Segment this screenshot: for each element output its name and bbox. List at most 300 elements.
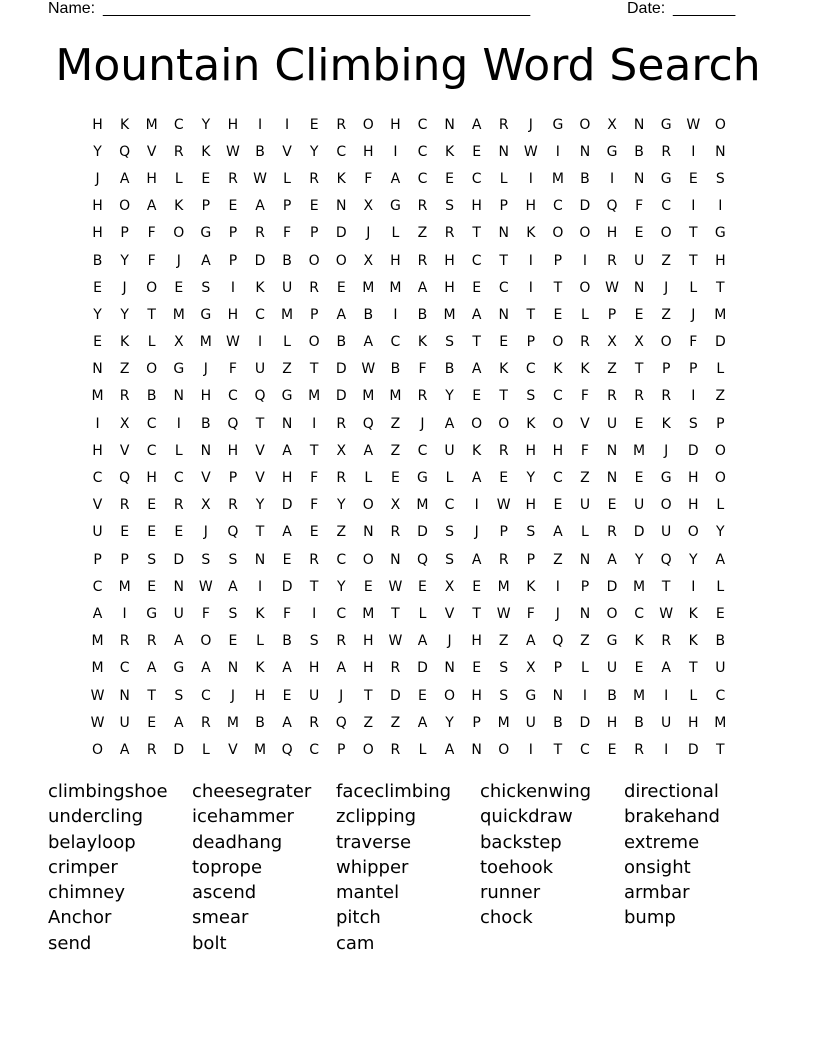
grid-letter: F — [526, 605, 535, 622]
grid-letter: O — [660, 334, 672, 351]
grid-letter: R — [119, 497, 130, 514]
grid-letter: R — [146, 633, 157, 650]
grid-letter: P — [716, 415, 725, 432]
grid-letter: C — [200, 687, 211, 704]
grid-letter: C — [146, 442, 157, 459]
grid-letter: U — [525, 714, 536, 731]
grid-row — [84, 600, 734, 627]
grid-letter: R — [200, 714, 211, 731]
grid-letter: D — [417, 524, 428, 541]
grid-letter: I — [285, 116, 290, 133]
grid-letter: U — [661, 524, 672, 541]
grid-letter: A — [201, 660, 211, 677]
grid-letter: B — [363, 306, 374, 323]
grid-letter: S — [309, 633, 319, 650]
grid-letter: E — [472, 279, 482, 296]
word-list-item: zclipping — [336, 806, 417, 828]
grid-letter: D — [173, 551, 185, 568]
grid-letter: M — [199, 334, 212, 351]
grid-letter: O — [362, 741, 374, 758]
grid-letter: G — [660, 170, 672, 187]
word-list-item: faceclimbing — [336, 781, 452, 802]
grid-letter: D — [281, 497, 293, 514]
grid-letter: O — [579, 116, 591, 133]
grid-letter: G — [606, 633, 618, 650]
grid-letter: U — [633, 252, 645, 269]
grid-letter: K — [472, 442, 482, 459]
grid-letter: E — [553, 306, 563, 323]
grid-letter: G — [714, 225, 726, 242]
grid-letter: A — [715, 551, 726, 568]
grid-letter: T — [391, 605, 400, 622]
grid-letter: S — [499, 660, 509, 677]
grid-letter: P — [93, 551, 102, 568]
grid-letter: A — [201, 252, 211, 269]
grid-letter: O — [119, 198, 131, 215]
grid-letter: O — [362, 497, 374, 514]
grid-letter: J — [420, 415, 425, 432]
grid-letter: S — [526, 524, 536, 541]
grid-letter: M — [172, 306, 185, 323]
grid-letter: H — [390, 252, 401, 269]
letter-grid — [84, 111, 734, 764]
grid-letter: H — [444, 279, 455, 296]
grid-letter: B — [255, 714, 265, 731]
grid-letter: X — [336, 442, 347, 459]
grid-letter: H — [363, 633, 374, 650]
grid-letter: Y — [93, 306, 102, 323]
grid-letter: H — [227, 116, 239, 133]
grid-letter: V — [580, 415, 590, 432]
word-list-item: brakehand — [624, 806, 720, 828]
word-list — [48, 779, 768, 956]
grid-letter: B — [634, 714, 644, 731]
grid-letter: D — [254, 252, 266, 269]
grid-letter: N — [119, 687, 130, 704]
grid-letter: E — [634, 306, 644, 323]
grid-letter: E — [418, 578, 427, 595]
grid-letter: R — [498, 116, 509, 133]
grid-letter: A — [336, 306, 347, 323]
grid-letter: D — [606, 578, 618, 595]
grid-letter: X — [363, 198, 374, 215]
grid-letter: X — [201, 497, 211, 514]
grid-letter: D — [281, 578, 293, 595]
grid-letter: W — [198, 578, 213, 595]
grid-letter: R — [580, 334, 590, 351]
grid-letter: K — [580, 361, 590, 378]
grid-letter: Z — [580, 633, 590, 650]
grid-row — [84, 356, 734, 383]
grid-letter: W — [659, 605, 674, 622]
grid-letter: P — [228, 470, 238, 487]
grid-letter: F — [418, 361, 427, 378]
grid-letter: P — [553, 660, 563, 677]
grid-letter: R — [661, 633, 672, 650]
grid-letter: F — [689, 334, 698, 351]
grid-letter: Q — [416, 551, 428, 568]
grid-letter: D — [417, 660, 428, 677]
grid-letter: W — [388, 578, 403, 595]
grid-letter: Y — [336, 578, 346, 595]
grid-letter: Y — [526, 470, 536, 487]
grid-letter: A — [526, 633, 536, 650]
grid-row — [84, 736, 734, 763]
grid-letter: M — [633, 578, 646, 595]
grid-letter: P — [309, 225, 319, 242]
grid-letter: D — [687, 442, 699, 459]
grid-letter: E — [282, 551, 292, 568]
grid-letter: B — [444, 361, 455, 378]
grid-letter: C — [498, 279, 509, 296]
grid-letter: H — [444, 252, 455, 269]
grid-letter: C — [661, 198, 672, 215]
grid-letter: T — [553, 279, 563, 296]
grid-letter: E — [228, 633, 238, 650]
grid-letter: W — [90, 687, 105, 704]
grid-letter: K — [661, 415, 671, 432]
grid-row — [84, 628, 734, 655]
grid-letter: H — [715, 252, 726, 269]
grid-row — [84, 220, 734, 247]
grid-letter: M — [497, 578, 510, 595]
grid-letter: G — [417, 470, 428, 487]
grid-letter: J — [691, 306, 696, 323]
grid-letter: A — [417, 714, 428, 731]
grid-letter: O — [471, 415, 483, 432]
grid-letter: A — [228, 578, 238, 595]
grid-letter: C — [173, 116, 184, 133]
grid-letter: I — [528, 741, 533, 758]
grid-letter: E — [93, 334, 102, 351]
grid-letter: A — [444, 415, 455, 432]
grid-letter: E — [688, 170, 698, 187]
grid-letter: A — [363, 334, 374, 351]
grid-letter: K — [120, 334, 130, 351]
grid-letter: E — [499, 470, 509, 487]
grid-letter: A — [363, 442, 374, 459]
grid-letter: L — [689, 279, 698, 296]
name-blank-line[interactable]: ________________________________________________ — [103, 0, 531, 17]
grid-letter: K — [688, 633, 698, 650]
grid-letter: L — [689, 687, 698, 704]
grid-letter: D — [579, 198, 591, 215]
grid-letter: Q — [660, 551, 672, 568]
grid-letter: C — [255, 306, 265, 323]
grid-letter: R — [309, 551, 320, 568]
grid-letter: A — [417, 633, 428, 650]
grid-letter: H — [363, 143, 374, 160]
grid-letter: H — [92, 442, 103, 459]
grid-letter: H — [227, 442, 239, 459]
grid-letter: C — [228, 388, 238, 405]
grid-letter: R — [634, 388, 644, 405]
grid-letter: K — [688, 605, 698, 622]
grid-letter: L — [716, 497, 725, 514]
grid-letter: W — [388, 633, 403, 650]
grid-letter: C — [146, 415, 157, 432]
grid-letter: C — [173, 470, 184, 487]
grid-letter: G — [660, 470, 672, 487]
grid-letter: C — [552, 198, 563, 215]
grid-letter: B — [715, 633, 726, 650]
grid-letter: G — [660, 116, 672, 133]
grid-letter: R — [390, 660, 401, 677]
grid-letter: Z — [390, 415, 401, 432]
grid-letter: V — [92, 497, 103, 514]
grid-letter: T — [472, 605, 481, 622]
grid-row — [84, 247, 734, 274]
grid-letter: T — [309, 361, 319, 378]
grid-letter: L — [147, 334, 156, 351]
grid-letter: J — [230, 687, 235, 704]
grid-letter: I — [122, 605, 127, 622]
grid-letter: I — [528, 279, 533, 296]
grid-letter: I — [312, 415, 317, 432]
grid-letter: I — [582, 252, 588, 269]
grid-letter: Z — [390, 442, 401, 459]
grid-letter: R — [498, 551, 509, 568]
grid-letter: I — [664, 687, 669, 704]
word-list-item: mantel — [336, 882, 400, 904]
grid-letter: I — [95, 415, 100, 432]
grid-letter: A — [336, 660, 347, 677]
grid-letter: U — [444, 442, 455, 459]
grid-letter: A — [471, 361, 482, 378]
grid-letter: A — [173, 633, 184, 650]
grid-letter: F — [147, 252, 156, 269]
grid-letter: U — [119, 714, 130, 731]
grid-letter: R — [173, 143, 184, 160]
grid-letter: C — [444, 497, 455, 514]
grid-letter: T — [661, 578, 671, 595]
grid-letter: T — [499, 388, 508, 405]
word-list-item: chickenwing — [480, 781, 592, 802]
grid-row — [84, 165, 734, 192]
grid-letter: N — [200, 442, 212, 459]
grid-letter: W — [90, 714, 105, 731]
grid-letter: X — [363, 252, 374, 269]
grid-row — [84, 410, 734, 437]
grid-letter: Y — [255, 497, 265, 514]
date-blank-line[interactable]: _______ — [673, 0, 736, 17]
grid-letter: S — [228, 605, 238, 622]
grid-letter: R — [255, 225, 265, 242]
grid-letter: B — [255, 143, 265, 160]
grid-letter: T — [364, 687, 373, 704]
grid-row — [84, 682, 734, 709]
grid-letter: S — [445, 551, 454, 568]
grid-letter: P — [553, 252, 563, 269]
word-list-item: Anchor — [48, 907, 112, 929]
grid-letter: B — [282, 633, 292, 650]
grid-letter: H — [606, 714, 618, 731]
grid-letter: B — [390, 361, 401, 378]
grid-letter: U — [633, 497, 645, 514]
grid-letter: P — [228, 252, 238, 269]
word-list-item: ascend — [192, 882, 257, 904]
grid-letter: R — [444, 225, 455, 242]
grid-letter: P — [472, 714, 481, 731]
grid-row — [84, 437, 734, 464]
grid-letter: M — [389, 388, 402, 405]
grid-letter: O — [579, 225, 591, 242]
grid-letter: M — [362, 388, 375, 405]
grid-letter: E — [147, 497, 157, 514]
grid-letter: N — [606, 442, 618, 459]
grid-row — [84, 383, 734, 410]
grid-letter: I — [312, 605, 317, 622]
grid-letter: C — [552, 470, 563, 487]
grid-letter: J — [474, 524, 479, 541]
grid-letter: E — [445, 170, 454, 187]
grid-letter: A — [282, 524, 292, 541]
grid-letter: C — [92, 470, 103, 487]
grid-letter: A — [661, 660, 671, 677]
grid-letter: Q — [281, 741, 293, 758]
grid-letter: J — [664, 279, 669, 296]
grid-letter: H — [254, 687, 266, 704]
grid-letter: J — [366, 225, 371, 242]
page-title: Mountain Climbing Word Search — [55, 40, 761, 91]
grid-row — [84, 193, 734, 220]
grid-letter: H — [606, 225, 618, 242]
word-list-item: armbar — [624, 882, 690, 904]
grid-letter: H — [687, 497, 699, 514]
grid-letter: U — [309, 687, 320, 704]
grid-letter: N — [92, 361, 103, 378]
grid-letter: M — [443, 306, 456, 323]
grid-letter: Q — [552, 633, 564, 650]
grid-letter: T — [147, 687, 156, 704]
grid-letter: E — [336, 279, 346, 296]
grid-letter: C — [390, 334, 401, 351]
grid-letter: I — [691, 578, 696, 595]
grid-letter: W — [226, 143, 240, 160]
grid-letter: N — [173, 388, 185, 405]
grid-row — [84, 655, 734, 682]
grid-letter: E — [93, 279, 102, 296]
grid-letter: J — [664, 442, 669, 459]
word-list-item: toehook — [480, 856, 554, 878]
grid-letter: O — [308, 334, 320, 351]
grid-letter: I — [691, 143, 696, 160]
grid-letter: H — [227, 306, 239, 323]
grid-letter: L — [716, 361, 725, 378]
word-list-item: smear — [192, 907, 249, 929]
grid-letter: I — [230, 279, 235, 296]
grid-letter: J — [176, 252, 181, 269]
grid-letter: U — [606, 415, 618, 432]
grid-letter: O — [146, 279, 158, 296]
grid-letter: X — [390, 497, 401, 514]
grid-letter: H — [146, 470, 157, 487]
grid-letter: X — [444, 578, 455, 595]
grid-letter: R — [417, 252, 428, 269]
grid-letter: E — [147, 524, 157, 541]
grid-letter: T — [255, 524, 265, 541]
grid-letter: M — [91, 660, 104, 677]
grid-letter: L — [174, 170, 183, 187]
grid-letter: U — [254, 361, 266, 378]
grid-letter: C — [417, 442, 428, 459]
grid-letter: Y — [445, 388, 454, 405]
grid-letter: M — [145, 116, 158, 133]
grid-letter: E — [472, 143, 482, 160]
grid-letter: I — [555, 143, 560, 160]
grid-letter: R — [661, 143, 672, 160]
grid-letter: I — [393, 143, 398, 160]
word-list-item: chock — [480, 907, 533, 929]
grid-letter: C — [417, 116, 428, 133]
grid-letter: E — [309, 524, 319, 541]
grid-letter: D — [579, 714, 591, 731]
grid-letter: V — [146, 143, 157, 160]
grid-letter: M — [91, 633, 104, 650]
grid-letter: C — [417, 143, 428, 160]
grid-letter: H — [687, 470, 699, 487]
grid-letter: X — [607, 334, 617, 351]
grid-letter: B — [201, 415, 211, 432]
grid-letter: K — [255, 279, 265, 296]
grid-letter: A — [444, 741, 455, 758]
grid-letter: F — [228, 361, 237, 378]
grid-letter: E — [607, 741, 617, 758]
grid-letter: P — [580, 578, 590, 595]
word-list-item: icehammer — [192, 806, 294, 828]
grid-letter: R — [119, 388, 130, 405]
grid-letter: Q — [362, 415, 374, 432]
grid-letter: O — [308, 252, 320, 269]
grid-letter: P — [120, 225, 129, 242]
grid-letter: G — [606, 143, 618, 160]
grid-letter: R — [228, 497, 238, 514]
grid-letter: T — [499, 252, 508, 269]
grid-letter: E — [147, 578, 157, 595]
grid-letter: H — [146, 170, 157, 187]
grid-letter: S — [201, 279, 211, 296]
grid-letter: O — [714, 470, 726, 487]
grid-letter: D — [633, 524, 645, 541]
grid-letter: I — [176, 415, 181, 432]
grid-letter: O — [92, 741, 104, 758]
grid-letter: T — [309, 442, 319, 459]
grid-letter: A — [92, 605, 103, 622]
word-list-item: deadhang — [192, 831, 283, 853]
grid-letter: J — [339, 687, 344, 704]
grid-letter: M — [118, 578, 131, 595]
grid-letter: H — [92, 116, 103, 133]
grid-letter: M — [416, 497, 429, 514]
grid-letter: I — [664, 741, 669, 758]
grid-letter: U — [281, 279, 293, 296]
grid-letter: K — [201, 143, 211, 160]
grid-letter: W — [523, 143, 538, 160]
grid-letter: S — [174, 687, 184, 704]
grid-letter: F — [364, 170, 373, 187]
grid-letter: S — [688, 415, 698, 432]
grid-letter: E — [472, 388, 482, 405]
grid-letter: Y — [716, 524, 725, 541]
grid-letter: Y — [120, 306, 129, 323]
grid-letter: P — [607, 306, 617, 323]
grid-letter: L — [391, 225, 400, 242]
grid-letter: L — [201, 741, 210, 758]
grid-row — [84, 519, 734, 546]
grid-letter: A — [146, 660, 157, 677]
grid-letter: H — [390, 116, 401, 133]
grid-letter: C — [552, 388, 563, 405]
